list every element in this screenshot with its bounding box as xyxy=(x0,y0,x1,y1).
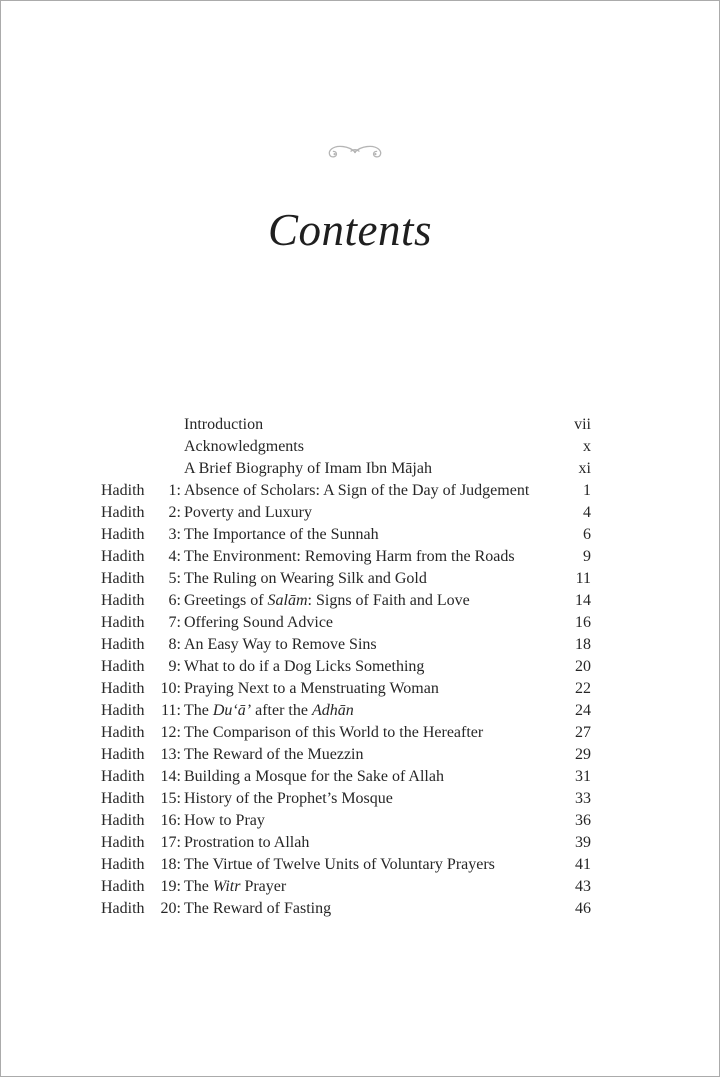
toc-entry-title: A Brief Biography of Imam Ibn Mājah xyxy=(184,460,432,477)
toc-entry-title: The Comparison of this World to the Hereafter xyxy=(184,724,484,741)
toc-entry-page-number: xi xyxy=(578,460,591,477)
toc-row xyxy=(101,656,591,678)
flourish-ornament-icon xyxy=(1,142,719,162)
toc-row xyxy=(101,502,591,524)
toc-row xyxy=(101,722,591,744)
toc-row xyxy=(101,524,591,546)
toc-entry-title: Praying Next to a Menstruating Woman xyxy=(184,680,439,697)
toc-entry-page-number: vii xyxy=(574,416,591,433)
toc-entry-page-number: 46 xyxy=(575,900,591,917)
toc-entry-title: An Easy Way to Remove Sins xyxy=(184,636,377,653)
toc-entry-title: Introduction xyxy=(184,416,264,433)
toc-entry-page-number: 33 xyxy=(575,790,591,807)
toc-entry-label: Hadith 12: xyxy=(101,724,181,741)
toc-row xyxy=(101,898,591,920)
toc-entry-title: The Virtue of Twelve Units of Voluntary Prayers xyxy=(184,856,495,873)
toc-entry-page-number: 20 xyxy=(575,658,591,675)
toc-row xyxy=(101,876,591,898)
toc-row xyxy=(101,766,591,788)
toc-row xyxy=(101,700,591,722)
toc-entry-title: Greetings of Salām: Signs of Faith and Love xyxy=(184,592,470,609)
toc-entry-label: Hadith 19: xyxy=(101,878,181,895)
toc-entry-title: History of the Prophet’s Mosque xyxy=(184,790,393,807)
toc-entry-title: The Environment: Removing Harm from the Roads xyxy=(184,548,515,565)
toc-row xyxy=(101,480,591,502)
toc-entry-page-number: 29 xyxy=(575,746,591,763)
toc-entry-title: Prostration to Allah xyxy=(184,834,310,851)
toc-entry-page-number: 14 xyxy=(575,592,591,609)
toc-entry-page-number: 31 xyxy=(575,768,591,785)
toc-entry-page-number: 18 xyxy=(575,636,591,653)
toc-entry-label: Hadith 13: xyxy=(101,746,181,763)
toc-entry-label: Hadith 3: xyxy=(101,526,181,543)
toc-entry-page-number: 9 xyxy=(583,548,591,565)
toc-entry-title: Poverty and Luxury xyxy=(184,504,312,521)
toc-row xyxy=(101,568,591,590)
toc-row xyxy=(101,612,591,634)
toc-entry-page-number: 1 xyxy=(583,482,591,499)
toc-entry-title: Offering Sound Advice xyxy=(184,614,334,631)
toc-entry-label: Hadith 16: xyxy=(101,812,181,829)
toc-entry-label: Hadith 6: xyxy=(101,592,181,609)
toc-entry-label: Hadith 20: xyxy=(101,900,181,917)
toc-entry-page-number: 36 xyxy=(575,812,591,829)
toc-entry-label: Hadith 7: xyxy=(101,614,181,631)
toc-entry-label: Hadith 15: xyxy=(101,790,181,807)
toc-entry-page-number: 6 xyxy=(583,526,591,543)
toc-entry-label xyxy=(101,458,181,480)
toc-entry-label: Hadith 10: xyxy=(101,680,181,697)
toc-entry-page-number: 16 xyxy=(575,614,591,631)
toc-entry-label: Hadith 2: xyxy=(101,504,181,521)
toc-entry-label: Hadith 1: xyxy=(101,482,181,499)
toc-entry-title: The Ruling on Wearing Silk and Gold xyxy=(184,570,427,587)
toc-entry-page-number: 39 xyxy=(575,834,591,851)
toc-entry-label: Hadith 4: xyxy=(101,548,181,565)
toc-entry-title: The Importance of the Sunnah xyxy=(184,526,379,543)
toc-entry-label: Hadith 18: xyxy=(101,856,181,873)
toc-row xyxy=(101,832,591,854)
toc-row xyxy=(101,788,591,810)
toc-entry-title: The Du‘ā’ after the Adhān xyxy=(184,702,354,719)
toc-entry-page-number: 24 xyxy=(575,702,591,719)
toc-entry-label: Hadith 14: xyxy=(101,768,181,785)
toc-row xyxy=(101,458,591,480)
table-of-contents xyxy=(101,414,591,920)
toc-entry-label: Hadith 8: xyxy=(101,636,181,653)
toc-row xyxy=(101,810,591,832)
page-title: Contents xyxy=(267,205,432,255)
toc-entry-title: How to Pray xyxy=(184,812,265,829)
toc-entry-title: The Witr Prayer xyxy=(184,878,287,895)
toc-entry-label: Hadith 5: xyxy=(101,570,181,587)
toc-entry-page-number: 27 xyxy=(575,724,591,741)
toc-entry-page-number: 11 xyxy=(575,570,591,587)
toc-entry-title: Absence of Scholars: A Sign of the Day of Judgement xyxy=(184,482,530,499)
toc-entry-page-number: 4 xyxy=(583,504,591,521)
toc-entry-title: Building a Mosque for the Sake of Allah xyxy=(184,768,444,785)
toc-entry-page-number: x xyxy=(583,438,591,455)
toc-entry-label: Hadith 9: xyxy=(101,658,181,675)
toc-entry-title: The Reward of Fasting xyxy=(184,900,332,917)
toc-entry-title: The Reward of the Muezzin xyxy=(184,746,364,763)
toc-entry-title: Acknowledgments xyxy=(184,438,304,455)
toc-row xyxy=(101,590,591,612)
toc-entry-page-number: 22 xyxy=(575,680,591,697)
toc-entry-label: Hadith 17: xyxy=(101,834,181,851)
toc-row xyxy=(101,546,591,568)
toc-entry-label xyxy=(101,414,181,436)
toc-entry-label: Hadith 11: xyxy=(101,702,181,719)
toc-row xyxy=(101,436,591,458)
toc-row xyxy=(101,854,591,876)
toc-entry-page-number: 41 xyxy=(575,856,591,873)
toc-row xyxy=(101,634,591,656)
toc-entry-page-number: 43 xyxy=(575,878,591,895)
toc-entry-title: What to do if a Dog Licks Something xyxy=(184,658,425,675)
toc-row xyxy=(101,414,591,436)
toc-row xyxy=(101,744,591,766)
toc-entry-label xyxy=(101,436,181,458)
toc-row xyxy=(101,678,591,700)
